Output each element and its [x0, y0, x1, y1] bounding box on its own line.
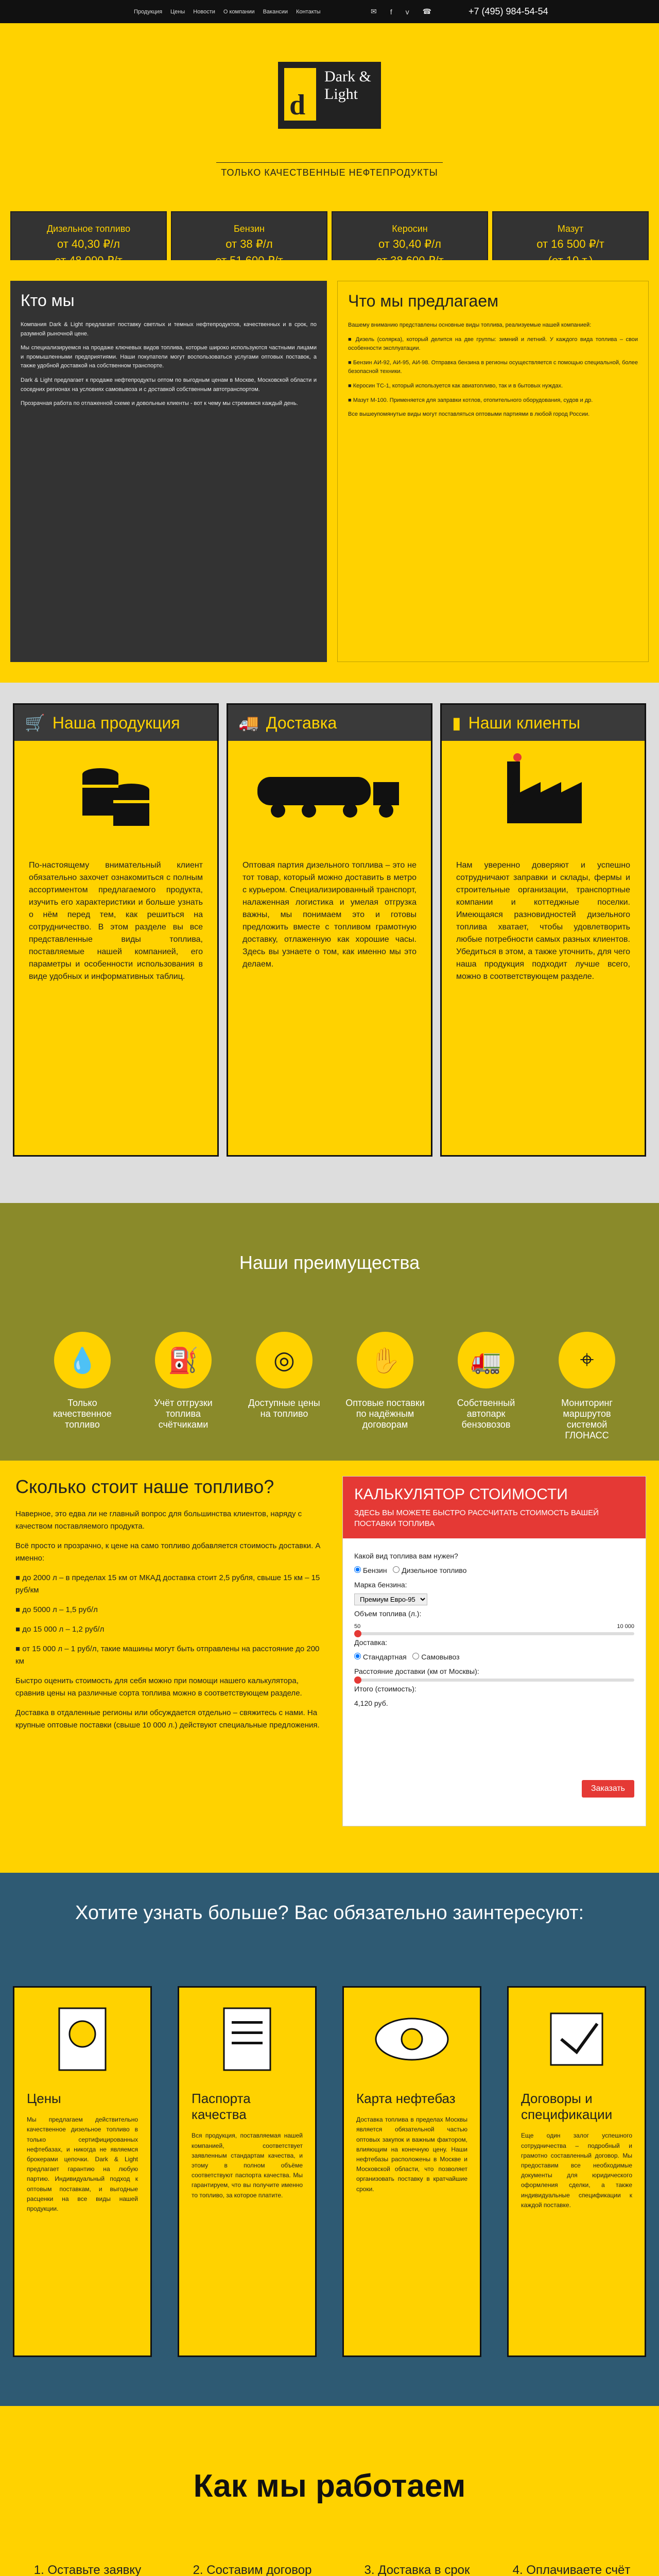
barrels-icon: [14, 741, 217, 844]
card-contracts-text: Еще один залог успешного сотрудничества – подробный и грамотно составленный договор. Мы предоставим все необходимые документы для юридического оформления сделки, а также индивидуальные спецификации к каждой поставке.: [521, 2132, 632, 2209]
advantages-title: Наши преимущества: [239, 1252, 420, 1273]
vk-icon[interactable]: ✉: [371, 7, 377, 15]
how-title: Как мы работаем: [193, 2468, 466, 2504]
factory-icon: [442, 741, 645, 844]
cost-text: Всё просто и прозрачно, к цене на само топливо добавляется стоимость доставки. А именно:: [15, 1541, 321, 1563]
advantage-label: Оптовые поставки по надёжным договорам: [345, 1398, 425, 1430]
clients-text: Нам уверенно доверяют и успешно сотрудничают заправки и склады, фермы и строительные организации, транспортные компании и коттеджные поселки. Имеющаяся разновидностей дизельного топлива хватает, чтобы удовлетворить любые потребности самых разных клиентов. Убедиться в этом, а также уточнить, для чего наша продукция подходит лучше всего, можно в соответствующем разделе.: [456, 861, 630, 981]
delivery-label: Доставка:: [354, 1638, 388, 1647]
advantage-label: Доступные цены на топливо: [248, 1398, 320, 1419]
cost-text: ■ до 15 000 л – 1,2 руб/л: [15, 1625, 105, 1634]
products-card[interactable]: [13, 703, 219, 1157]
brand-label: Марка бензина:: [354, 1581, 407, 1589]
calc-body: [343, 1538, 646, 1721]
cost-text: Доставка в отдаленные регионы или обсуждается отдельно – свяжитесь с нами. На крупные оптовые поставки (свыше 10 000 л.) действуют специальные предложения.: [15, 1708, 320, 1730]
cost-info: [15, 1476, 324, 1739]
pump-icon: ⛽: [155, 1332, 212, 1388]
delivery-title: Доставка: [266, 713, 337, 732]
offer-text: Все вышеупомянутые виды могут поставляться оптовыми партиями в любой город России.: [348, 411, 590, 418]
social-icons: [371, 0, 431, 23]
phone-icon: ☎: [422, 7, 432, 15]
top-nav: [134, 0, 321, 23]
card-contracts[interactable]: [507, 1986, 646, 2357]
cost-text: ■ до 5000 л – 1,5 руб/л: [15, 1605, 98, 1614]
total-label: Итого (стоимость):: [354, 1685, 417, 1693]
card-prices[interactable]: [13, 1986, 152, 2357]
radio-pickup-label: Самовывоз: [421, 1653, 460, 1661]
info-columns: [0, 683, 659, 1203]
card-prices-text: Мы предлагаем действительно качественное дизельное топливо в только сертифицированных нефтебазах, и никогда не являемся брокерами цепочки. Dark & Light предлагает гарантию на любую партию. Индивидуальный подход к оптовым поставкам, и выгодные расценки на все виды нашей продукции.: [27, 2116, 138, 2212]
contract-icon: [509, 1988, 645, 2091]
cost-text: Быстро оценить стоимость для себя можно при помощи нашего калькулятора, сравнив цены на различные сорта топлива можно в соответствующем разделе.: [15, 1676, 302, 1698]
price-petrol[interactable]: Бензин от 38 ₽/л: [171, 211, 327, 276]
advantage-label: Мониторинг маршрутов системой ГЛОНАСС: [561, 1398, 613, 1440]
step-4: [494, 2563, 649, 2576]
step-1: [10, 2563, 165, 2576]
card-quality-title: Паспорта качества: [192, 2091, 251, 2123]
advantage-item: [445, 1332, 527, 1441]
truck-icon: [228, 741, 431, 844]
handshake-icon: ✋: [357, 1332, 413, 1388]
offer-text: ■ Керосин ТС-1, который используется как авиатопливо, так и в бытовых нуждах.: [348, 382, 563, 389]
delivery-header: [228, 705, 431, 741]
cost-text: ■ до 2000 л – в пределах 15 км от МКАД доставка стоит 2,5 рубля, свыше 15 км – 15 руб/км: [15, 1573, 320, 1595]
price-fuel-oil[interactable]: Мазут от 16 500 ₽/т: [492, 211, 649, 276]
logo-mark: d: [282, 66, 318, 123]
offer-text: ■ Мазут М-100. Применяется для заправки котлов, отопительного оборудования, судов и др.: [348, 397, 593, 403]
distance-slider[interactable]: [354, 1679, 634, 1682]
tagline-divider: [216, 162, 443, 163]
radio-standard-label: Стандартная: [362, 1653, 407, 1661]
advantage-item: [344, 1332, 426, 1441]
nav-vacancies[interactable]: Вакансии: [263, 8, 288, 15]
offer-text: Вашему вниманию представлены основные виды топлива, реализуемые нашей компанией:: [348, 322, 592, 328]
step-label: 4. Оплачиваете счёт: [512, 2563, 631, 2576]
quality-doc-icon: [179, 1988, 315, 2091]
coins-icon: ◎: [256, 1332, 313, 1388]
oil-depot-icon: [344, 1988, 480, 2091]
advantage-item: [546, 1332, 628, 1441]
header-phone[interactable]: +7 (495) 984-54-54: [469, 6, 548, 16]
card-prices-title: Цены: [27, 2091, 61, 2106]
who-text: Мы специализируемся на продаже ключевых видов топлива, которые широко используются частными лицами и промышленными предприятиями. Наши покупатели могут воспользоваться услугами оптовых поставок, а также удобной доставкой на собственном транспорте.: [21, 345, 317, 369]
volume-max: 10 000: [617, 1623, 634, 1630]
advantages-section: [0, 1203, 659, 1461]
products-header: [14, 705, 217, 741]
step-2: [175, 2563, 330, 2576]
volume-slider[interactable]: [354, 1632, 634, 1635]
advantage-label: Только качественное топливо: [53, 1398, 112, 1430]
what-we-offer: [337, 281, 649, 662]
products-title: Наша продукция: [52, 713, 180, 732]
advantages-row: [41, 1332, 628, 1441]
cost-section: [0, 1461, 659, 1873]
nav-news[interactable]: Новости: [193, 8, 215, 15]
step-label: 1. Оставьте заявку: [33, 2563, 142, 2576]
brand-select[interactable]: [354, 1594, 427, 1605]
fuel-type-label: Какой вид топлива вам нужен?: [354, 1552, 458, 1560]
who-text: Dark & Light предлагает к продаже нефтепродукты оптом по выгодным ценам в Москве, Московской области и соседних регионах на условиях самовывоза и с доставкой собственным автотранспортом.: [21, 377, 317, 393]
radio-diesel-label: Дизельное топливо: [402, 1566, 467, 1574]
card-map-text: Доставка топлива в пределах Москвы является обязательной частью оптовых закупок и важным фактором, влияющим на конечную цену. Наши нефтебазы расположены в Москве и Московской области, что позволяет организовать поставку в кратчайшие сроки.: [356, 2116, 467, 2193]
document-icon: [14, 1988, 150, 2091]
delivery-text: Оптовая партия дизельного топлива – это не тот товар, который можно доставить в метро с курьером. Специализированный транспорт, налаженная логистика и умелая отгрузка важны, мы понимаем это и готовы предложить вместе с топливом грамотную доставку, отлаженную как хорошие часы. Здесь вы узнаете о том, как именно мы это делаем.: [242, 861, 417, 969]
cost-text: Наверное, это едва ли не главный вопрос для большинства клиентов, наряду с качеством поставляемого продукта.: [15, 1510, 302, 1531]
nav-products[interactable]: Продукция: [134, 8, 163, 15]
logo[interactable]: [278, 62, 381, 129]
volume-label: Объем топлива (л.):: [354, 1609, 422, 1618]
card-map[interactable]: [342, 1986, 481, 2357]
advantage-label: Собственный автопарк бензовозов: [457, 1398, 515, 1430]
cost-calculator: [342, 1476, 646, 1826]
calc-title: КАЛЬКУЛЯТОР СТОИМОСТИ: [354, 1486, 568, 1503]
advantage-item: [142, 1332, 224, 1441]
cost-title: Сколько стоит наше топливо?: [15, 1476, 274, 1497]
factory-icon: ▮: [452, 714, 461, 732]
facebook-icon[interactable]: f: [390, 7, 392, 16]
total-value: 4,120 руб.: [354, 1699, 388, 1707]
hero: [0, 23, 659, 260]
who-we-are: [10, 281, 327, 662]
distance-label: Расстояние доставки (км от Москвы):: [354, 1667, 479, 1675]
who-text: Компания Dark & Light предлагает поставку светлых и темных нефтепродуктов, качественных и в срок, по разумной рыночной цене.: [21, 321, 317, 337]
who-title: Кто мы: [21, 291, 75, 310]
route-icon: ⌖: [559, 1332, 615, 1388]
cost-text: ■ от 15 000 л – 1 руб/л, такие машины могут быть отправлены на расстояние до 200 км: [15, 1645, 320, 1666]
advantage-item: [243, 1332, 325, 1441]
how-we-work: [0, 2406, 659, 2576]
products-text: По-настоящему внимательный клиент обязательно захочет ознакомиться с полным ассортиментом предлагаемого продукта, изучить его характеристики и больше узнать о нём перед тем, как решиться на сотрудничество. В этом разделе вы все представленные виды топлива, поставляемые нашей компанией, его параметры и особенности использования в виде удобных и информативных таблиц.: [29, 861, 203, 981]
card-map-title: Карта нефтебаз: [356, 2091, 456, 2106]
step-label: 2. Составим договор: [193, 2563, 312, 2576]
step-label: 3. Доставка в срок: [364, 2563, 470, 2576]
calc-subtitle: ЗДЕСЬ ВЫ МОЖЕТЕ БЫСТРО РАССЧИТАТЬ СТОИМОСТЬ ВАШЕЙ ПОСТАВКИ ТОПЛИВА: [354, 1509, 599, 1528]
radio-diesel[interactable]: [393, 1566, 400, 1573]
advantage-label: Учёт отгрузки топлива счётчиками: [154, 1398, 213, 1430]
logo-brand: Dark & Light: [324, 68, 371, 103]
calc-header: [343, 1477, 646, 1538]
step-3: [340, 2563, 494, 2576]
about-section: [0, 260, 659, 683]
clients-title: Наши клиенты: [468, 713, 580, 732]
top-bar: [0, 0, 659, 23]
truck-icon: 🚛: [458, 1332, 514, 1388]
radio-petrol[interactable]: [354, 1566, 361, 1573]
order-button[interactable]: Заказать: [582, 1780, 634, 1798]
offer-text: ■ Дизель (солярка), который делится на две группы: зимний и летний. У каждого вида топлива – свои особенности эксплуатации.: [348, 336, 638, 352]
more-title: Хотите узнать больше? Вас обязательно заинтересуют:: [75, 1902, 584, 1924]
card-contracts-title: Договоры и спецификации: [521, 2091, 613, 2123]
radio-standard[interactable]: [354, 1653, 361, 1659]
nav-prices[interactable]: Цены: [170, 8, 185, 15]
drop-icon: 💧: [54, 1332, 111, 1388]
vk-icon[interactable]: v: [405, 7, 409, 16]
card-quality-text: Вся продукция, поставляемая нашей компанией, соответствует заявленным стандартам качества, и этому в полном объёме соответствуют паспорта качества. Мы гарантируем, что вы получите именно то топливо, за которое платите.: [192, 2132, 303, 2199]
nav-contacts[interactable]: Контакты: [296, 8, 321, 15]
price-diesel[interactable]: Дизельное топливо от 40,30 ₽/л: [10, 211, 167, 276]
advantage-item: [41, 1332, 124, 1441]
delivery-card[interactable]: [227, 703, 432, 1157]
offer-title: Что мы предлагаем: [348, 292, 499, 310]
radio-pickup[interactable]: [412, 1653, 419, 1659]
card-quality[interactable]: [178, 1986, 317, 2357]
who-text: Прозрачная работа по отлаженной схеме и довольные клиенты - вот к чему мы стремимся каждый день.: [21, 400, 298, 407]
cart-icon: 🛒: [25, 714, 45, 732]
clients-header: [442, 705, 645, 741]
radio-petrol-label: Бензин: [362, 1566, 387, 1574]
more-section: [0, 1873, 659, 2406]
tagline: ТОЛЬКО КАЧЕСТВЕННЫЕ НЕФТЕПРОДУКТЫ: [221, 167, 438, 178]
price-kerosene[interactable]: Керосин от 30,40 ₽/л: [332, 211, 488, 276]
clients-card[interactable]: [440, 703, 646, 1157]
truck-icon: 🚚: [238, 714, 259, 732]
volume-min: 50: [354, 1623, 361, 1630]
nav-about[interactable]: О компании: [223, 8, 255, 15]
offer-text: ■ Бензин АИ-92, АИ-95, АИ-98. Отправка бензина в регионы осуществляется с помощью специальной, более безопасной техники.: [348, 359, 638, 375]
